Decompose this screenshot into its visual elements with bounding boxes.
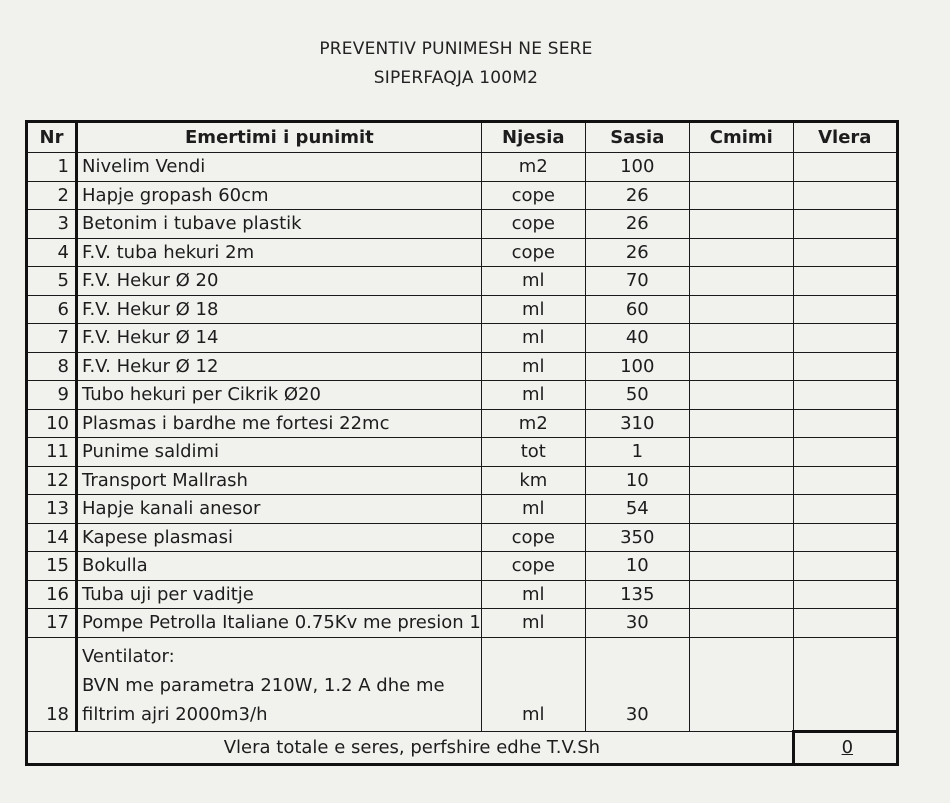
row-price (689, 295, 793, 324)
table-row (27, 238, 898, 267)
row-price (689, 438, 793, 467)
row-nr: 6 (27, 295, 77, 324)
row-price (689, 352, 793, 381)
row-unit: cope (481, 210, 585, 239)
row-qty: 26 (585, 181, 689, 210)
row-unit: ml (481, 495, 585, 524)
row-unit: ml (481, 381, 585, 410)
row-unit: ml (481, 609, 585, 638)
row-unit: ml (481, 267, 585, 296)
row-unit: ml (481, 352, 585, 381)
row-value (793, 552, 897, 581)
row-price (689, 552, 793, 581)
row-nr: 7 (27, 324, 77, 353)
row-price (689, 609, 793, 638)
row-value (793, 181, 897, 210)
col-header-price: Cmimi (689, 122, 793, 153)
row-qty: 135 (585, 580, 689, 609)
table-row (27, 409, 898, 438)
row-name: F.V. Hekur Ø 14 (77, 324, 482, 353)
table-row (27, 580, 898, 609)
row-unit: ml (481, 580, 585, 609)
row-qty: 60 (585, 295, 689, 324)
row-price (689, 409, 793, 438)
col-header-value: Vlera (793, 122, 897, 153)
table-row (27, 552, 898, 581)
table-row (27, 438, 898, 467)
col-header-name: Emertimi i punimit (77, 122, 482, 153)
row-qty: 70 (585, 267, 689, 296)
row-price (689, 267, 793, 296)
row-nr: 11 (27, 438, 77, 467)
row-nr: 15 (27, 552, 77, 581)
row-price (689, 381, 793, 410)
row-qty: 26 (585, 238, 689, 267)
table-row (27, 466, 898, 495)
row-qty: 40 (585, 324, 689, 353)
row-value (793, 466, 897, 495)
row-price (689, 495, 793, 524)
col-header-qty: Sasia (585, 122, 689, 153)
col-header-nr: Nr (27, 122, 77, 153)
row-nr: 2 (27, 181, 77, 210)
row-value (793, 609, 897, 638)
row-name-line: BVN me parametra 210W, 1.2 A dhe me (82, 674, 445, 696)
row-name: Pompe Petrolla Italiane 0.75Kv me presion 1 (77, 609, 482, 638)
table-row (27, 210, 898, 239)
row-name-line: Ventilator: (82, 645, 175, 667)
row-nr: 5 (27, 267, 77, 296)
row-qty: 310 (585, 409, 689, 438)
row-qty: 30 (585, 609, 689, 638)
row-nr: 10 (27, 409, 77, 438)
row-value (793, 238, 897, 267)
estimate-sheet (25, 120, 899, 766)
row-unit: cope (481, 552, 585, 581)
row-value (793, 637, 897, 731)
row-name: Hapje kanali anesor (77, 495, 482, 524)
row-qty: 54 (585, 495, 689, 524)
row-unit: tot (481, 438, 585, 467)
row-qty: 100 (585, 153, 689, 182)
row-name (77, 637, 482, 731)
row-nr: 1 (27, 153, 77, 182)
total-value: 0 (793, 731, 897, 764)
row-unit: ml (481, 324, 585, 353)
row-value (793, 295, 897, 324)
row-value (793, 580, 897, 609)
row-nr: 8 (27, 352, 77, 381)
row-unit: m2 (481, 153, 585, 182)
row-name: Kapese plasmasi (77, 523, 482, 552)
row-value (793, 324, 897, 353)
row-nr: 14 (27, 523, 77, 552)
table-row (27, 381, 898, 410)
row-qty: 1 (585, 438, 689, 467)
row-unit: km (481, 466, 585, 495)
row-price (689, 580, 793, 609)
row-price (689, 181, 793, 210)
table-row (27, 153, 898, 182)
page-title: PREVENTIV PUNIMESH NE SERE (319, 39, 593, 59)
row-nr: 13 (27, 495, 77, 524)
row-value (793, 267, 897, 296)
row-name: F.V. tuba hekuri 2m (77, 238, 482, 267)
row-value (793, 438, 897, 467)
row-name: Hapje gropash 60cm (77, 181, 482, 210)
row-name: Plasmas i bardhe me fortesi 22mc (77, 409, 482, 438)
row-qty: 350 (585, 523, 689, 552)
row-value (793, 210, 897, 239)
row-price (689, 153, 793, 182)
row-price (689, 210, 793, 239)
table-row (27, 324, 898, 353)
row-name: Bokulla (77, 552, 482, 581)
row-value (793, 352, 897, 381)
row-price (689, 238, 793, 267)
row-name: Punime saldimi (77, 438, 482, 467)
table-row (27, 609, 898, 638)
row-unit: cope (481, 523, 585, 552)
row-nr: 18 (27, 637, 77, 731)
row-nr: 3 (27, 210, 77, 239)
row-nr: 4 (27, 238, 77, 267)
table-row (27, 495, 898, 524)
row-name: F.V. Hekur Ø 18 (77, 295, 482, 324)
row-value (793, 495, 897, 524)
row-value (793, 153, 897, 182)
row-name: Nivelim Vendi (77, 153, 482, 182)
row-qty: 30 (585, 637, 689, 731)
row-price (689, 637, 793, 731)
table-row (27, 267, 898, 296)
row-nr: 16 (27, 580, 77, 609)
table-header-row (27, 122, 898, 153)
row-qty: 10 (585, 466, 689, 495)
table-row (27, 295, 898, 324)
row-qty: 10 (585, 552, 689, 581)
row-name: Tuba uji per vaditje (77, 580, 482, 609)
row-qty: 26 (585, 210, 689, 239)
row-nr: 9 (27, 381, 77, 410)
page-subtitle: SIPERFAQJA 100M2 (373, 68, 539, 88)
row-unit: ml (481, 295, 585, 324)
row-value (793, 523, 897, 552)
row-name: F.V. Hekur Ø 12 (77, 352, 482, 381)
row-price (689, 466, 793, 495)
row-unit: cope (481, 181, 585, 210)
row-nr: 17 (27, 609, 77, 638)
row-unit: ml (481, 637, 585, 731)
table-row (27, 523, 898, 552)
row-qty: 50 (585, 381, 689, 410)
row-unit: cope (481, 238, 585, 267)
row-unit: m2 (481, 409, 585, 438)
row-price (689, 324, 793, 353)
table-row (27, 352, 898, 381)
row-name: Transport Mallrash (77, 466, 482, 495)
row-price (689, 523, 793, 552)
row-name: Tubo hekuri per Cikrik Ø20 (77, 381, 482, 410)
row-qty: 100 (585, 352, 689, 381)
total-row (27, 731, 898, 764)
row-value (793, 381, 897, 410)
row-name: Betonim i tubave plastik (77, 210, 482, 239)
row-name: F.V. Hekur Ø 20 (77, 267, 482, 296)
col-header-unit: Njesia (481, 122, 585, 153)
row-value (793, 409, 897, 438)
table-row (27, 181, 898, 210)
table-row (27, 637, 898, 731)
row-name-line: filtrim ajri 2000m3/h (82, 703, 268, 725)
row-nr: 12 (27, 466, 77, 495)
estimate-table (25, 120, 899, 766)
total-label: Vlera totale e seres, perfshire edhe T.V.Sh (27, 731, 794, 764)
